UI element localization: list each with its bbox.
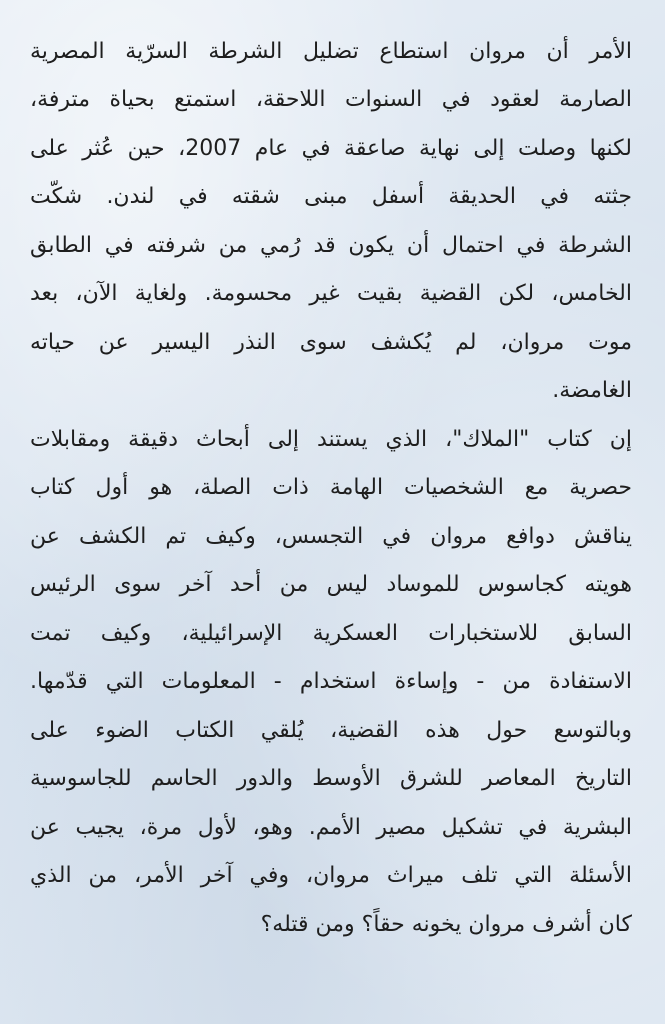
text-line: الغامضة. [552, 378, 632, 403]
text-line: البشرية في تشكيل مصير الأمم. وهو، لأول مرة، يجيب عن [30, 814, 632, 840]
text-line: جثته في الحديقة أسفل مبنى شقته في لندن. شكّت [30, 184, 632, 209]
text-line: موت مروان، لم يُكشف سوى النذر اليسير عن حياته [30, 329, 632, 355]
text-line: هويته كجاسوس للموساد ليس من أحد آخر سوى الرئيس [30, 572, 632, 597]
text-line: كان أشرف مروان يخونه حقاً؟ ومن قتله؟ [260, 911, 632, 937]
text-line [30, 0, 632, 28]
text-line: التاريخ المعاصر للشرق الأوسط والدور الحاسم للجاسوسية [30, 766, 632, 791]
text-line: حصرية مع الشخصيات الهامة ذات الصلة، هو أول كتاب [30, 475, 632, 500]
text-line: إن كتاب "الملاك"، الذي يستند إلى أبحاث دقيقة ومقابلات [30, 426, 632, 452]
text-line: الاستفادة من - وإساءة استخدام - المعلومات التي قدّمها. [30, 669, 632, 694]
book-text [30, 0, 632, 949]
text-line: الأمر أن مروان استطاع تضليل الشرطة السرّية المصرية [30, 38, 632, 64]
text-line: الأسئلة التي تلف ميراث مروان، وفي آخر الأمر، من الذي [30, 863, 632, 888]
text-line: الصارمة لعقود في السنوات اللاحقة، استمتع بحياة مترفة، [30, 87, 632, 112]
text-line: لكنها وصلت إلى نهاية صاعقة في عام 2007، حين عُثر على [30, 135, 632, 161]
text-line: الخامس، لكن القضية بقيت غير محسومة. ولغاية الآن، بعد [30, 281, 632, 306]
text-line: وبالتوسع حول هذه القضية، يُلقي الكتاب الضوء على [30, 717, 632, 743]
text-line: الشرطة في احتمال أن يكون قد رُمي من شرفته في الطابق [30, 232, 632, 258]
text-line: السابق للاستخبارات العسكرية الإسرائيلية، وكيف تمت [30, 620, 632, 646]
text-line: يناقش دوافع مروان في التجسس، وكيف تم الكشف عن [30, 523, 632, 549]
